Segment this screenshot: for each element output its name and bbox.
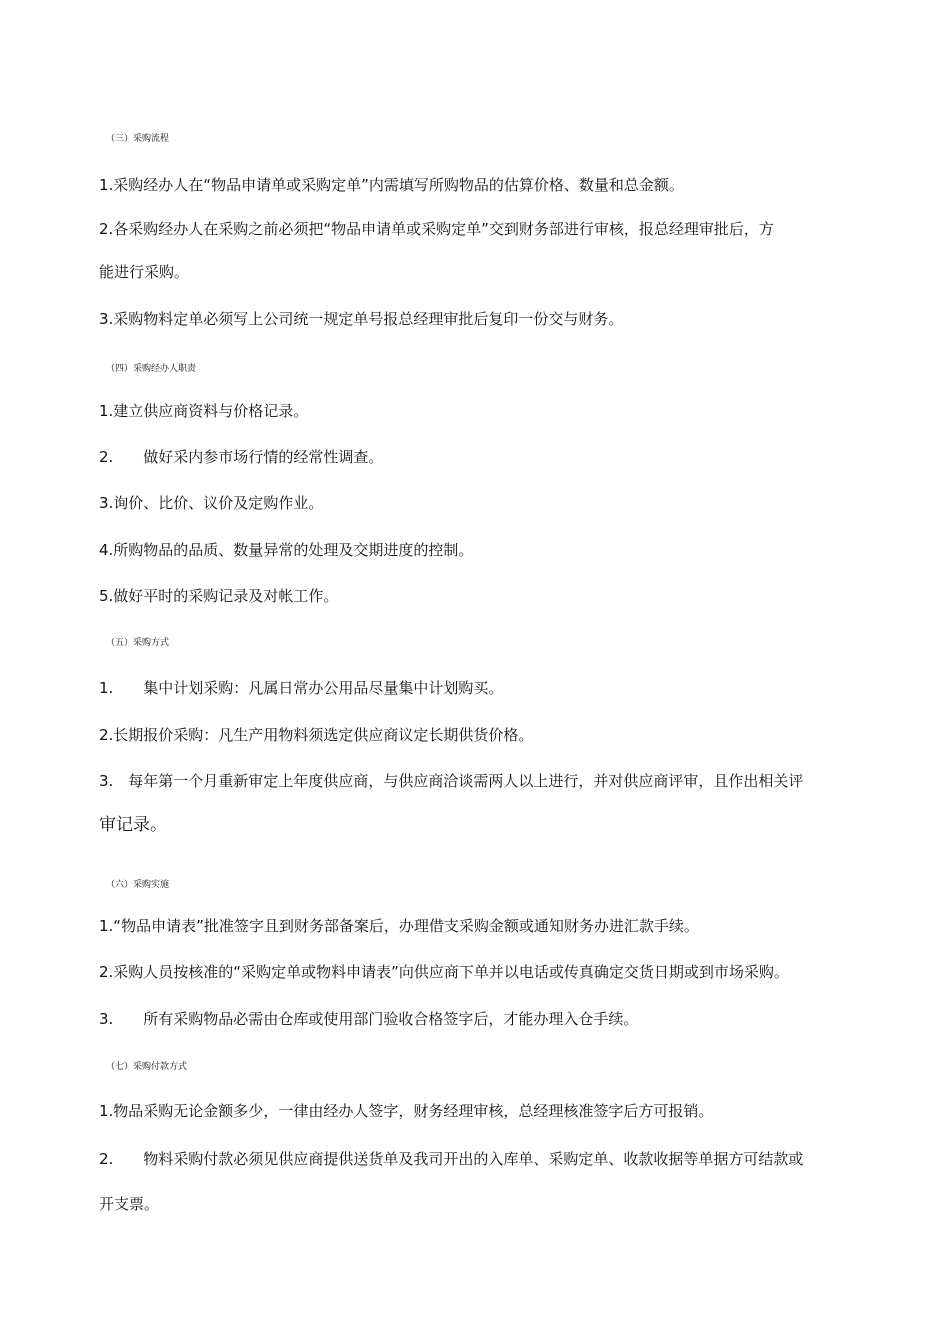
- paragraph-line: 3. 所有采购物品必需由仓库或使用部门验收合格签字后，才能办理入仓手续。: [99, 1010, 639, 1028]
- paragraph-line: 3.询价、比价、议价及定购作业。: [99, 494, 324, 512]
- paragraph-line: 2.各采购经办人在采购之前必须把“物品申请单或采购定单”交到财务部进行审核，报总经理审批后，方: [99, 220, 774, 238]
- paragraph-line: 1.“物品申请表”批准签字且到财务部备案后，办理借支采购金额或通知财务办进汇款手续。: [99, 917, 699, 935]
- paragraph-line: 2. 物料采购付款必须见供应商提供送货单及我司开出的入库单、采购定单、收款收据等单据方可结款或: [99, 1150, 804, 1168]
- paragraph-line: 2.长期报价采购：凡生产用物料须选定供应商议定长期供货价格。: [99, 726, 534, 744]
- section-heading-duties: （四）采购经办人职责: [106, 364, 197, 374]
- section-heading-methods: （五）采购方式: [106, 638, 170, 648]
- paragraph-line: 3.采购物料定单必须写上公司统一规定单号报总经理审批后复印一份交与财务。: [99, 310, 624, 328]
- paragraph-line: 3. 每年第一个月重新审定上年度供应商，与供应商洽谈需两人以上进行，并对供应商评审，且作出相关评: [99, 772, 804, 790]
- paragraph-line: 2. 做好采内参市场行情的经常性调查。: [99, 448, 384, 466]
- paragraph-line: 开支票。: [99, 1195, 160, 1213]
- section-heading-payment: （七）采购付款方式: [106, 1062, 188, 1072]
- paragraph-line: 1.采购经办人在“物品申请单或采购定单”内需填写所购物品的估算价格、数量和总金额。: [99, 176, 684, 194]
- paragraph-line: 审记录。: [99, 815, 167, 835]
- paragraph-line: 1. 集中计划采购：凡属日常办公用品尽量集中计划购买。: [99, 679, 504, 697]
- paragraph-line: 4.所购物品的品质、数量异常的处理及交期进度的控制。: [99, 541, 474, 559]
- paragraph-line: 能进行采购。: [99, 263, 190, 281]
- section-heading-implementation: （六）采购实施: [106, 880, 170, 890]
- section-heading-procedure: （三）采购流程: [106, 134, 170, 144]
- paragraph-line: 5.做好平时的采购记录及对帐工作。: [99, 587, 339, 605]
- paragraph-line: 2.采购人员按核准的“采购定单或物料申请表”向供应商下单并以电话或传真确定交货日期或到市场采购。: [99, 963, 789, 981]
- paragraph-line: 1.物品采购无论金额多少，一律由经办人签字，财务经理审核，总经理核准签字后方可报销。: [99, 1102, 714, 1120]
- paragraph-line: 1.建立供应商资料与价格记录。: [99, 402, 309, 420]
